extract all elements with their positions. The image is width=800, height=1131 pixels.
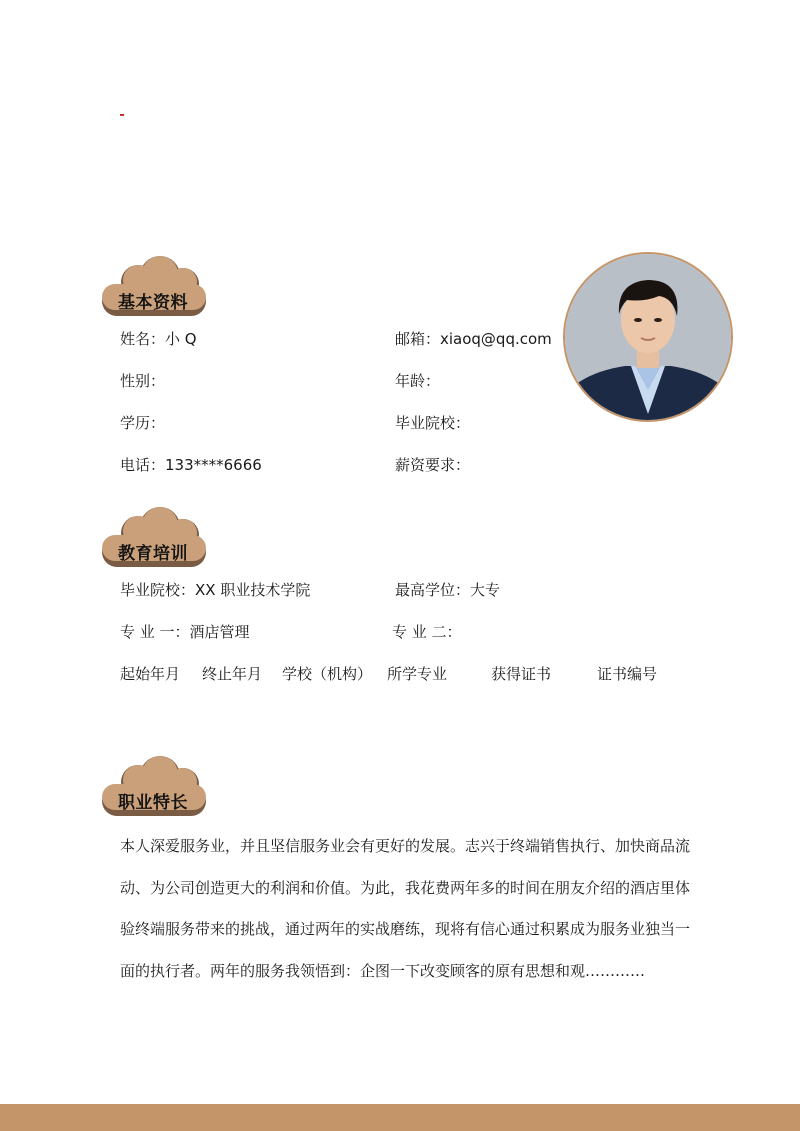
decorative-mark	[120, 114, 124, 116]
field-gender: 性别：	[120, 372, 166, 390]
field-salary: 薪资要求：	[395, 456, 471, 474]
field-age: 年龄：	[395, 372, 441, 390]
field-name: 姓名：小 Q	[120, 330, 197, 348]
edu-school: 毕业院校：XX 职业技术学院	[120, 581, 311, 599]
skills-line: 面的执行者。两年的服务我领悟到：企图一下改变顾客的原有思想和观…………	[120, 961, 646, 980]
field-degree: 学历：	[120, 414, 166, 432]
skills-line: 验终端服务带来的挑战，通过两年的实战磨练，现将有信心通过积累成为服务业独当一	[120, 920, 691, 938]
table-header-end: 终止年月	[202, 665, 263, 683]
field-email: 邮箱：xiaoq@qq.com	[395, 330, 552, 348]
edu-major-2: 专 业 二：	[392, 623, 462, 641]
table-header-certificate: 获得证书	[491, 665, 552, 683]
section-badge-basic	[98, 256, 210, 320]
section-title-basic: 基本资料	[118, 293, 188, 313]
table-header-cert-number: 证书编号	[597, 665, 658, 683]
table-header-major: 所学专业	[387, 665, 448, 683]
footer-band	[0, 1104, 800, 1131]
section-title-skills: 职业特长	[118, 793, 188, 813]
edu-highest-degree: 最高学位：大专	[395, 581, 501, 599]
table-header-school: 学校（机构）	[282, 665, 373, 683]
person-photo-icon	[565, 254, 731, 420]
edu-major-1: 专 业 一：酒店管理	[120, 623, 250, 641]
section-badge-education	[98, 507, 210, 571]
field-phone: 电话：133****6666	[120, 456, 262, 474]
profile-photo	[563, 252, 733, 422]
skills-line: 本人深爱服务业，并且坚信服务业会有更好的发展。志兴于终端销售执行、加快商品流	[120, 837, 691, 855]
section-title-education: 教育培训	[118, 544, 188, 564]
field-school: 毕业院校：	[395, 414, 471, 432]
skills-line: 动、为公司创造更大的利润和价值。为此，我花费两年多的时间在朋友介绍的酒店里体	[120, 878, 691, 897]
table-header-start: 起始年月	[120, 665, 181, 683]
skills-paragraph	[120, 826, 690, 992]
section-badge-skills	[98, 756, 210, 820]
